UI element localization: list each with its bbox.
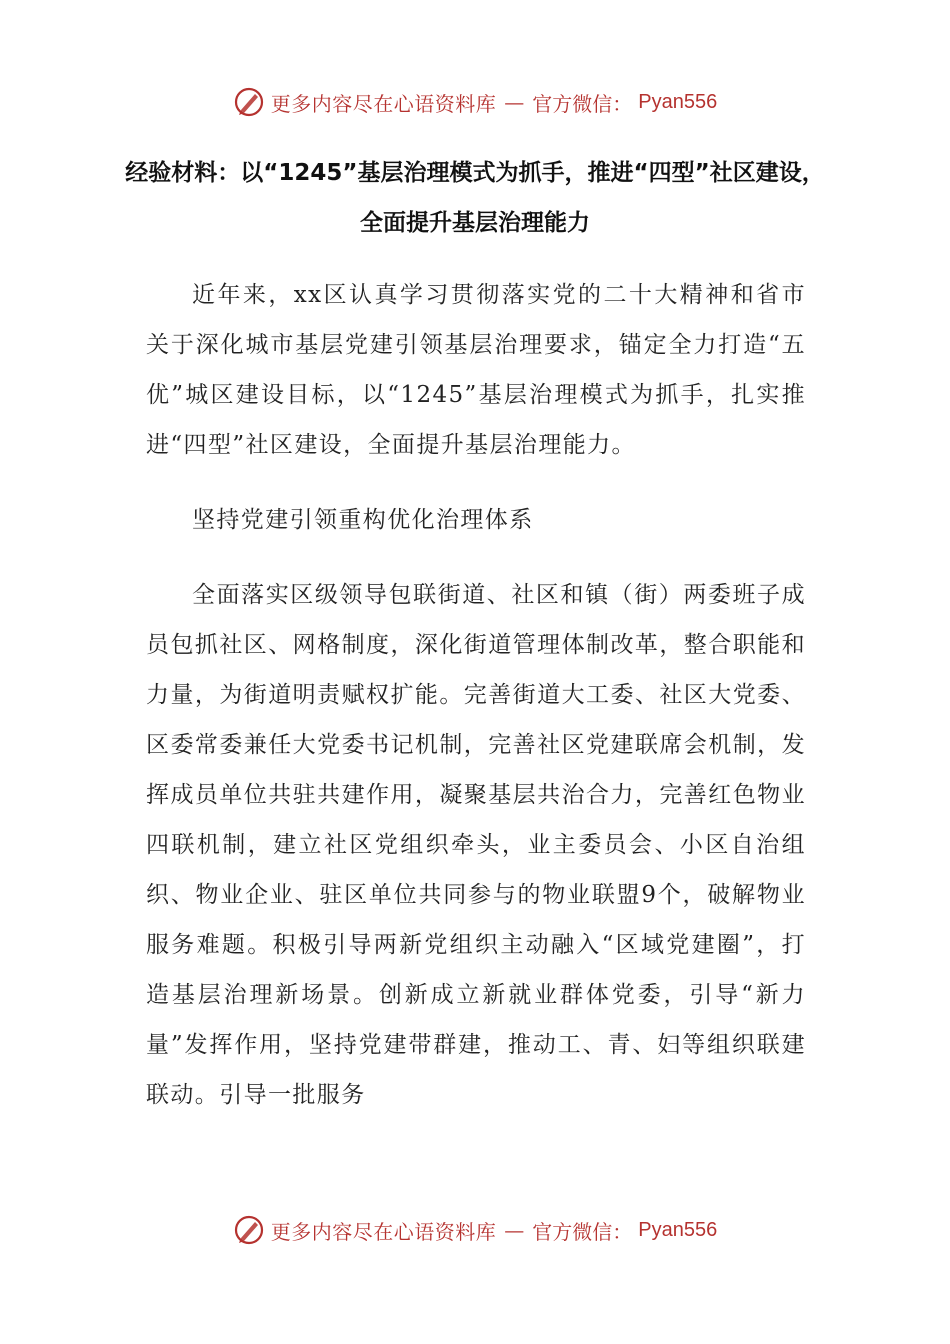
watermark-text: 更多内容尽在心语资料库 <box>270 91 497 116</box>
watermark-text: 更多内容尽在心语资料库 <box>270 1219 497 1244</box>
pen-logo-icon <box>233 86 265 118</box>
footer-watermark <box>0 1210 950 1250</box>
body-paragraph: 全面落实区级领导包联街道、社区和镇（街）两委班子成员包抓社区、网格制度，深化街道管理体制改革，整合职能和力量，为街道明责赋权扩能。完善街道大工委、社区大党委、区委常委兼任大党委书记机制，完善社区党建联席会机制，发挥成员单位共驻共建作用，凝聚基层共治合力，完善红色物业四联机制，建立社区党组织牵头，业主委员会、小区自治组织、物业企业、驻区单位共同参与的物业联盟9个，破解物业服务难题。积极引导两新党组织主动融入“区域党建圈”，打造基层治理新场景。创新成立新就业群体党委，引导“新力量”发挥作用，坚持党建带群建，推动工、青、妇等组织联建联动。引导一批服务 <box>146 582 806 1108</box>
header-watermark <box>0 82 950 122</box>
pen-logo-icon <box>233 1214 265 1246</box>
watermark-wechat-id: Pyan556 <box>638 90 718 113</box>
watermark-dash: — <box>504 90 525 114</box>
document-title: 经验材料：以“1245”基层治理模式为抓手，推进“四型”社区建设，全面提升基层治理能力 <box>125 160 825 236</box>
watermark-sub: 官方微信： <box>532 91 633 116</box>
watermark-dash: — <box>504 1218 525 1242</box>
watermark-wechat-id: Pyan556 <box>638 1218 718 1241</box>
intro-paragraph: 近年来，xx区认真学习贯彻落实党的二十大精神和省市关于深化城市基层党建引领基层治理要求，锚定全力打造“五优”城区建设目标，以“1245”基层治理模式为抓手，扎实推进“四型”社区建设，全面提升基层治理能力。 <box>146 282 806 458</box>
section-heading: 坚持党建引领重构优化治理体系 <box>192 507 534 533</box>
document-body <box>146 270 806 1120</box>
watermark-sub: 官方微信： <box>532 1219 633 1244</box>
